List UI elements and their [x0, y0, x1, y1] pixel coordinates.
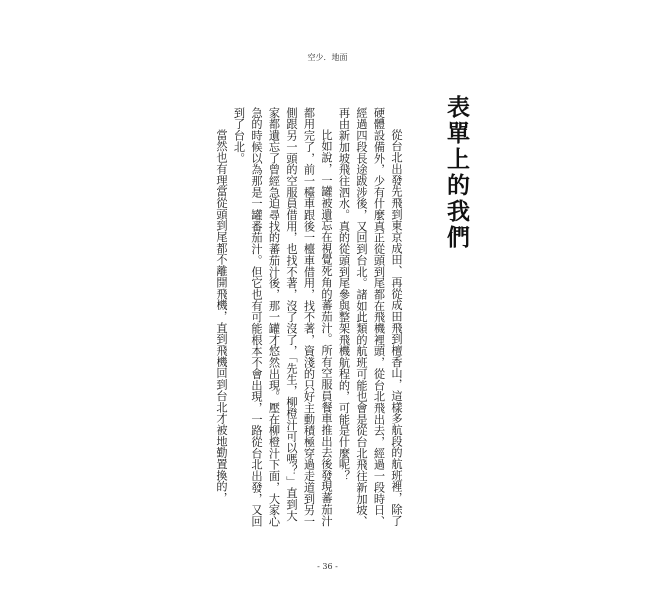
body-text	[160, 107, 405, 527]
running-head: 空少．地面	[307, 53, 348, 62]
paragraph: 比如說，一罐被遺忘在視覺死角的蕃茄汁。所有空服員餐車推出去後發現蕃茄汁都用完了，前一檯車跟後一檯車借用，找不著，資淺的只好主動積極穿過走道到另一側跟另一頭的空服員借用，也找不著，沒了沒了，「先生，柳橙汁可以嗎？」直到大家都遺忘了曾經急迫尋找的蕃茄汁後，那一罐才悠然出現。壓在柳橙汁下面，大家心急的時候以為那是一罐番茄汁。但它也有可能根本不會出現，一路從台北出發，又回到了台北。	[232, 107, 333, 527]
paragraph: 從台北出發先飛到東京成田、再從成田飛到檀香山，這樣多航段的航班裡，除了硬體設備外，少有什麼真正從頭到尾都在飛機裡頭，從台北飛出去，經過一段時日、經過四段長途跋涉後，又回到台北。諸如此類的航班可能也會是從台北飛往新加坡、再由新加坡飛往泗水。真的從頭到尾參與整架飛機航程的，可能是什麼呢？	[337, 107, 403, 527]
chapter-title: 表單上的我們	[443, 95, 470, 251]
paragraph: 當然也有理當從頭到尾都不離開飛機，直到飛機回到台北才被地勤置換的，	[215, 129, 228, 504]
page-number: - 36 -	[317, 562, 338, 571]
